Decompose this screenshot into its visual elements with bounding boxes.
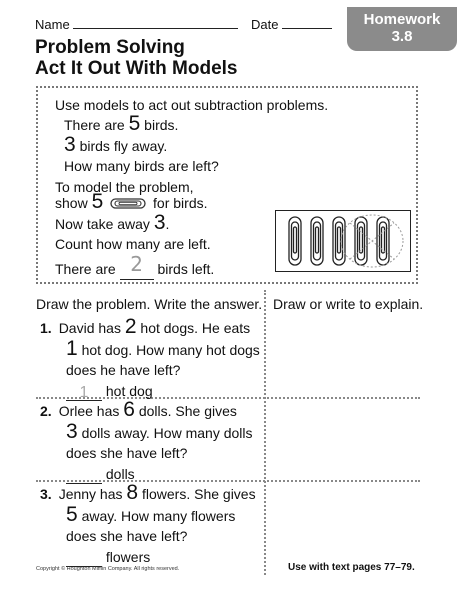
problem-1-answer: 1 [79,384,89,401]
problem-3: 3. Jenny has 8 flowers. She gives 5 away. How many flowers does she have left? flowers [40,481,256,565]
column-divider [264,290,266,575]
model-line-take: Now take away 3. [55,211,170,234]
homework-badge-number: 3.8 [391,28,413,45]
intro-answer: 2 [130,252,143,276]
title-line-1: Problem Solving [35,37,185,58]
title-line-2: Act It Out With Models [35,58,238,79]
name-field[interactable] [73,16,238,29]
model-line-1: To model the problem, [55,179,194,195]
name-label: Name [35,16,238,32]
problem-3-answer-blank[interactable] [66,548,102,567]
intro-line-fly: 3 birds fly away. [64,133,168,156]
intro-line-birds: There are 5 birds. [64,112,179,135]
date-label: Date [251,16,332,32]
model-line-result: There are 2 birds left. [55,257,214,280]
problem-1: 1. David has 2 hot dogs. He eats 1 hot dog. How many hot dogs does he have left? 1 hot dog [40,315,260,401]
copyright: Copyright © Houghton Mifflin Company. All rights reserved. [36,566,180,572]
paper-clip-icon [110,198,146,210]
left-column-header: Draw the problem. Write the answer. [36,296,263,312]
page-title [35,37,237,79]
paper-clips-graphic [276,211,410,271]
text-pages-note: Use with text pages 77–79. [288,562,415,573]
problem-2: 2. Orlee has 6 dolls. She gives 3 dolls away. How many dolls does she have left? dolls [40,398,253,482]
homework-badge [347,7,457,51]
intro-instruction: Use models to act out subtraction problems. [55,97,329,113]
paper-clips-illustration [275,210,411,272]
right-column-header: Draw or write to explain. [273,296,424,312]
intro-question: How many birds are left? [64,158,219,174]
problem-2-answer-blank[interactable] [66,465,102,484]
model-line-show: show 5 for birds. [55,190,208,213]
homework-badge-title: Homework [363,11,441,28]
date-field[interactable] [282,16,332,29]
model-line-count: Count how many are left. [55,236,211,252]
